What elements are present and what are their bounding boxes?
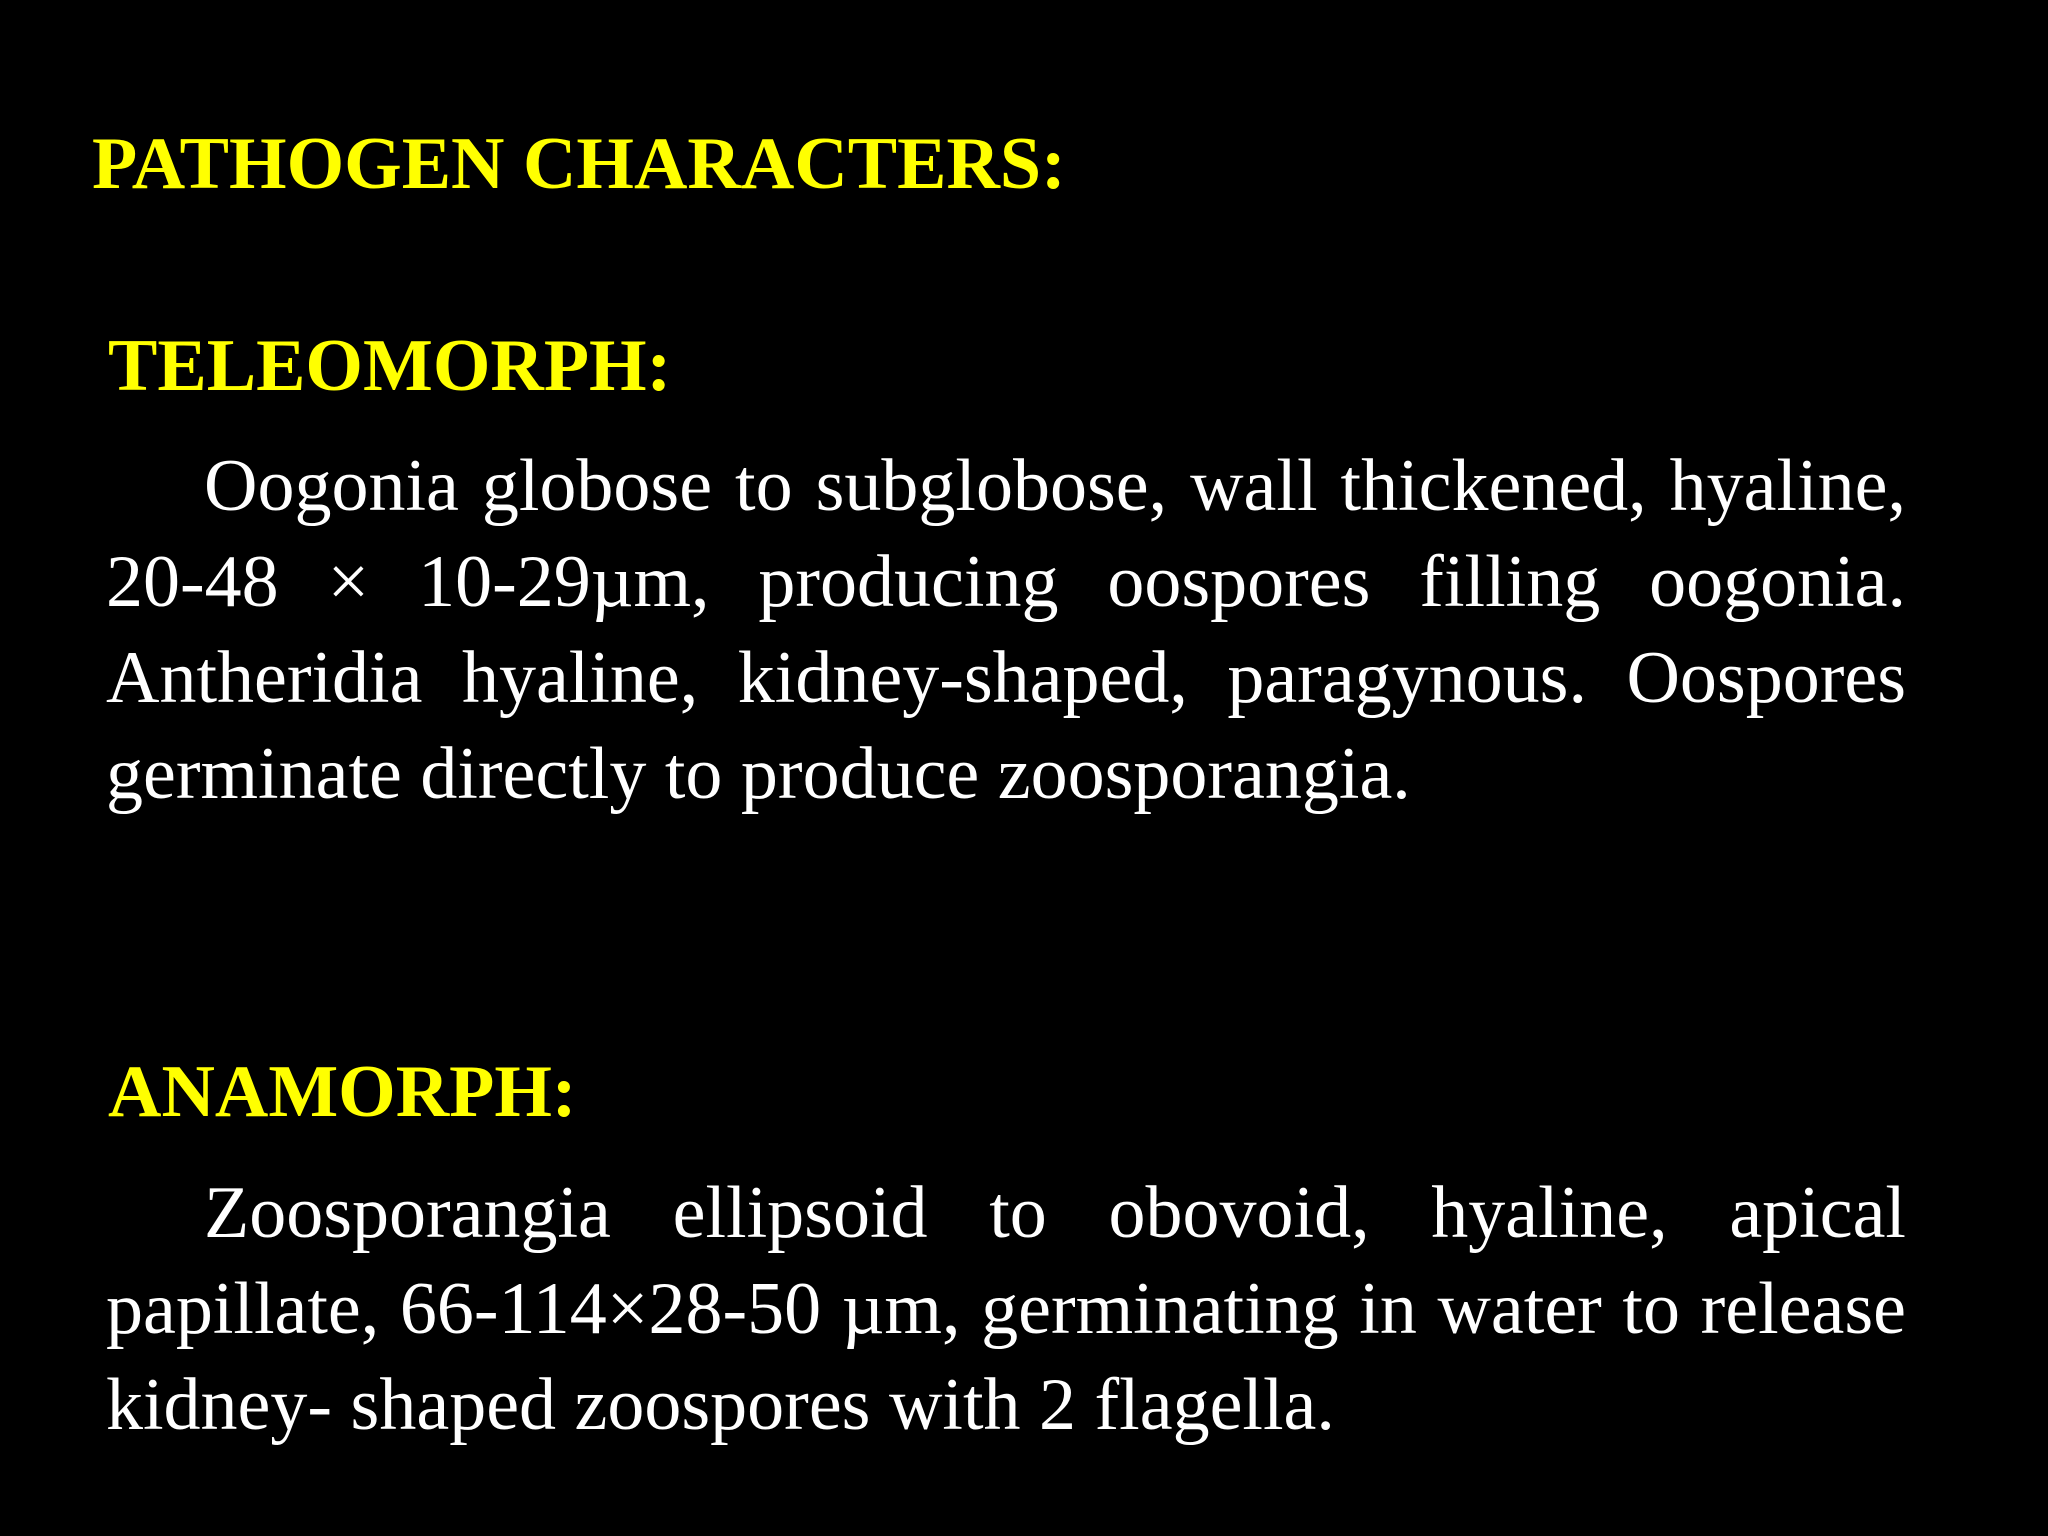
slide-title: PATHOGEN CHARACTERS: bbox=[92, 123, 1066, 205]
anamorph-heading: ANAMORPH: bbox=[108, 1051, 577, 1133]
teleomorph-heading: TELEOMORPH: bbox=[108, 325, 672, 407]
anamorph-description: Zoosporangia ellipsoid to obovoid, hyaline, apical papillate, 66-114×28-50 µm, germinating in water to release kidney- shaped zoospores with 2 flagella. bbox=[106, 1172, 1906, 1446]
teleomorph-description: Oogonia globose to subglobose, wall thickened, hyaline, 20-48 × 10-29µm, producing oospores filling oogonia. Antheridia hyaline, kidney-shaped, paragynous. Oospores germinate directly to produce zoosporangia. bbox=[106, 445, 1906, 815]
